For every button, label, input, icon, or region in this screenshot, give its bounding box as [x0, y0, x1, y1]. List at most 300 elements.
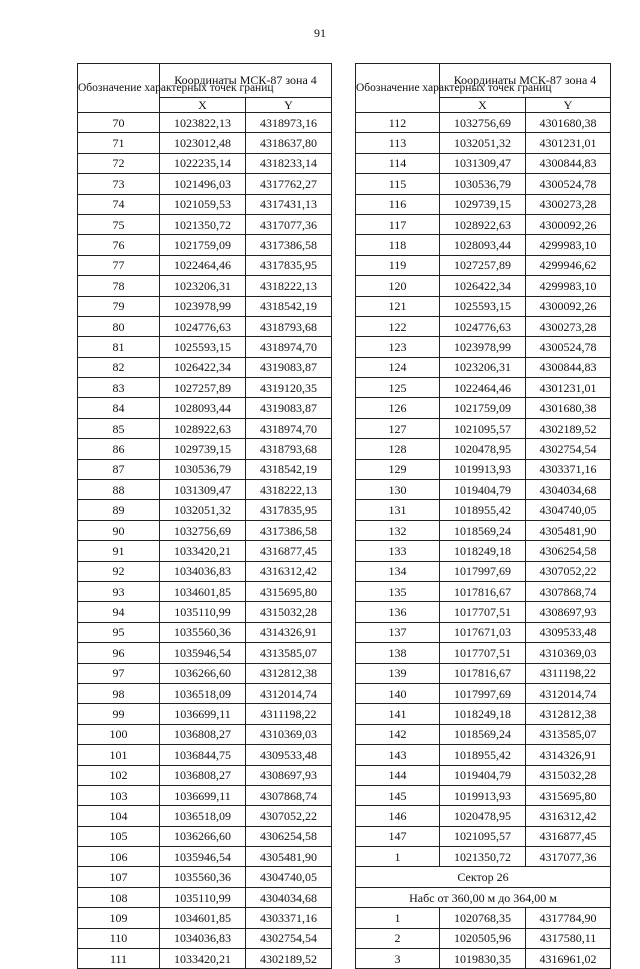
point-number-cell: 135: [356, 581, 440, 601]
y-coordinate-cell: 4302754,54: [526, 439, 611, 459]
y-coordinate-cell: 4312014,74: [526, 683, 611, 703]
point-number-cell: 113: [356, 133, 440, 153]
x-coordinate-cell: 1019404,79: [440, 480, 526, 500]
y-coordinate-cell: 4303371,16: [526, 459, 611, 479]
table-row: [78, 887, 332, 907]
x-coordinate-cell: 1034601,85: [160, 908, 246, 928]
table-row: [356, 194, 611, 214]
table-row: [78, 235, 332, 255]
point-number-cell: 114: [356, 153, 440, 173]
x-coordinate-cell: 1024776,63: [440, 316, 526, 336]
x-coordinate-cell: 1022464,46: [440, 378, 526, 398]
point-number-cell: 70: [78, 113, 160, 133]
x-coordinate-cell: 1034601,85: [160, 581, 246, 601]
x-coordinate-cell: 1017707,51: [440, 643, 526, 663]
x-coordinate-cell: 1018569,24: [440, 520, 526, 540]
table-row: [356, 745, 611, 765]
y-coordinate-cell: 4311198,22: [526, 663, 611, 683]
table-row: [356, 908, 611, 928]
y-coordinate-cell: 4317835,95: [246, 255, 332, 275]
y-coordinate-cell: 4318222,13: [246, 276, 332, 296]
table-row: [356, 174, 611, 194]
y-coordinate-cell: 4318542,19: [246, 296, 332, 316]
point-number-cell: 76: [78, 235, 160, 255]
y-coordinate-cell: 4317580,11: [526, 928, 611, 948]
table-row: [356, 133, 611, 153]
table-row: [78, 704, 332, 724]
point-number-cell: 118: [356, 235, 440, 255]
table-row: [356, 235, 611, 255]
y-coordinate-cell: 4317784,90: [526, 908, 611, 928]
y-coordinate-cell: 4319083,87: [246, 357, 332, 377]
point-number-cell: 98: [78, 683, 160, 703]
table-row: [78, 581, 332, 601]
point-number-cell: 1: [356, 847, 440, 867]
x-coordinate-cell: 1028093,44: [440, 235, 526, 255]
x-coordinate-cell: 1036699,11: [160, 704, 246, 724]
coordinates-table-left: [77, 63, 332, 969]
x-coordinate-cell: 1022464,46: [160, 255, 246, 275]
y-coordinate-cell: 4317762,27: [246, 174, 332, 194]
sector-block: [356, 867, 611, 908]
x-coordinate-cell: 1036808,27: [160, 765, 246, 785]
table-row: [356, 683, 611, 703]
point-number-cell: 136: [356, 602, 440, 622]
y-coordinate-cell: 4307868,74: [526, 581, 611, 601]
x-coordinate-cell: 1019830,35: [440, 949, 526, 969]
table-row: [78, 480, 332, 500]
table-row: [78, 378, 332, 398]
x-coordinate-cell: 1020478,95: [440, 806, 526, 826]
point-number-cell: 119: [356, 255, 440, 275]
y-coordinate-cell: 4317386,58: [246, 235, 332, 255]
point-number-cell: 2: [356, 928, 440, 948]
point-number-cell: 107: [78, 867, 160, 887]
x-coordinate-cell: 1018955,42: [440, 500, 526, 520]
point-number-cell: 139: [356, 663, 440, 683]
y-coordinate-cell: 4300844,83: [526, 357, 611, 377]
table-row: [78, 439, 332, 459]
y-coordinate-cell: 4318222,13: [246, 480, 332, 500]
point-number-cell: 77: [78, 255, 160, 275]
x-coordinate-cell: 1018955,42: [440, 745, 526, 765]
point-number-cell: 85: [78, 418, 160, 438]
point-number-cell: 126: [356, 398, 440, 418]
x-coordinate-cell: 1019913,93: [440, 459, 526, 479]
coordinates-table-right: [355, 63, 611, 969]
y-coordinate-cell: 4306254,58: [246, 826, 332, 846]
point-number-cell: 100: [78, 724, 160, 744]
table-row: [356, 480, 611, 500]
left-table-body: [78, 113, 332, 969]
y-coordinate-cell: 4311198,22: [246, 704, 332, 724]
x-coordinate-cell: 1025593,15: [440, 296, 526, 316]
point-number-cell: 93: [78, 581, 160, 601]
y-coordinate-cell: 4299983,10: [526, 276, 611, 296]
point-number-cell: 134: [356, 561, 440, 581]
table-row: [356, 439, 611, 459]
y-coordinate-cell: 4314326,91: [526, 745, 611, 765]
x-coordinate-cell: 1030536,79: [440, 174, 526, 194]
coords-system-header: Координаты МСК-87 зона 4: [440, 64, 611, 98]
y-coordinate-cell: 4316312,42: [246, 561, 332, 581]
x-coordinate-cell: 1021759,09: [160, 235, 246, 255]
table-row: [78, 908, 332, 928]
y-coordinate-cell: 4317386,58: [246, 520, 332, 540]
table-row: [356, 785, 611, 805]
x-coordinate-cell: 1022235,14: [160, 153, 246, 173]
table-row: [78, 113, 332, 133]
x-coordinate-cell: 1035946,54: [160, 643, 246, 663]
table-row: [78, 276, 332, 296]
point-number-cell: 110: [78, 928, 160, 948]
x-coordinate-cell: 1020478,95: [440, 439, 526, 459]
y-coordinate-cell: 4317077,36: [526, 847, 611, 867]
y-coordinate-cell: 4316961,02: [526, 949, 611, 969]
table-row: [356, 418, 611, 438]
table-row: [356, 806, 611, 826]
x-coordinate-cell: 1036844,75: [160, 745, 246, 765]
point-number-cell: 102: [78, 765, 160, 785]
point-number-cell: 86: [78, 439, 160, 459]
table-row: [356, 949, 611, 969]
table-row: [356, 765, 611, 785]
table-row: [78, 459, 332, 479]
point-number-cell: 146: [356, 806, 440, 826]
y-coordinate-cell: 4318637,80: [246, 133, 332, 153]
nabs-range-label: Набс от 360,00 м до 364,00 м: [356, 887, 611, 907]
y-coordinate-cell: 4300273,28: [526, 316, 611, 336]
y-coordinate-cell: 4305481,90: [246, 847, 332, 867]
y-coordinate-cell: 4316312,42: [526, 806, 611, 826]
x-coordinate-cell: 1020505,96: [440, 928, 526, 948]
x-coordinate-cell: 1032051,32: [160, 500, 246, 520]
table-row: [356, 316, 611, 336]
point-number-cell: 117: [356, 214, 440, 234]
table-row: [356, 378, 611, 398]
table-row: [78, 133, 332, 153]
point-number-cell: 79: [78, 296, 160, 316]
y-coordinate-cell: 4315695,80: [526, 785, 611, 805]
x-coordinate-cell: 1031309,47: [440, 153, 526, 173]
x-coordinate-cell: 1021496,03: [160, 174, 246, 194]
x-coordinate-cell: 1021350,72: [440, 847, 526, 867]
point-number-cell: 145: [356, 785, 440, 805]
point-number-cell: 90: [78, 520, 160, 540]
y-coordinate-cell: 4315032,28: [526, 765, 611, 785]
x-coordinate-cell: 1017816,67: [440, 581, 526, 601]
table-row: [356, 663, 611, 683]
y-coordinate-cell: 4306254,58: [526, 541, 611, 561]
point-label-header: Обозначение характерных точек границ: [78, 64, 160, 113]
table-row: [356, 643, 611, 663]
point-number-cell: 131: [356, 500, 440, 520]
x-coordinate-cell: 1021059,53: [160, 194, 246, 214]
x-coordinate-cell: 1035110,99: [160, 887, 246, 907]
x-coordinate-cell: 1021095,57: [440, 826, 526, 846]
point-number-cell: 143: [356, 745, 440, 765]
x-coordinate-cell: 1019404,79: [440, 765, 526, 785]
y-coordinate-cell: 4318542,19: [246, 459, 332, 479]
x-coordinate-cell: 1033420,21: [160, 541, 246, 561]
y-column-header: Y: [246, 98, 332, 113]
y-coordinate-cell: 4308697,93: [246, 765, 332, 785]
point-number-cell: 91: [78, 541, 160, 561]
y-coordinate-cell: 4312812,38: [246, 663, 332, 683]
x-column-header: X: [440, 98, 526, 113]
y-coordinate-cell: 4300524,78: [526, 337, 611, 357]
y-coordinate-cell: 4307052,22: [526, 561, 611, 581]
x-coordinate-cell: 1029739,15: [160, 439, 246, 459]
table-row: [356, 704, 611, 724]
table-row: [78, 520, 332, 540]
table-row: [356, 826, 611, 846]
right-table-body: [356, 113, 611, 867]
x-coordinate-cell: 1017707,51: [440, 602, 526, 622]
table-row: [78, 643, 332, 663]
x-coordinate-cell: 1036699,11: [160, 785, 246, 805]
point-number-cell: 122: [356, 316, 440, 336]
point-number-cell: 87: [78, 459, 160, 479]
y-coordinate-cell: 4318973,16: [246, 113, 332, 133]
table-row: [356, 276, 611, 296]
x-coordinate-cell: 1017997,69: [440, 561, 526, 581]
coords-system-header: Координаты МСК-87 зона 4: [160, 64, 332, 98]
table-row: [78, 255, 332, 275]
y-coordinate-cell: 4318793,68: [246, 439, 332, 459]
x-coordinate-cell: 1019913,93: [440, 785, 526, 805]
point-number-cell: 84: [78, 398, 160, 418]
x-coordinate-cell: 1028093,44: [160, 398, 246, 418]
y-coordinate-cell: 4307868,74: [246, 785, 332, 805]
point-number-cell: 120: [356, 276, 440, 296]
x-coordinate-cell: 1018249,18: [440, 541, 526, 561]
point-number-cell: 83: [78, 378, 160, 398]
point-number-cell: 137: [356, 622, 440, 642]
point-number-cell: 121: [356, 296, 440, 316]
table-row: [356, 113, 611, 133]
point-number-cell: 73: [78, 174, 160, 194]
point-number-cell: 81: [78, 337, 160, 357]
point-number-cell: 109: [78, 908, 160, 928]
point-number-cell: 101: [78, 745, 160, 765]
x-coordinate-cell: 1036518,09: [160, 683, 246, 703]
x-coordinate-cell: 1026422,34: [440, 276, 526, 296]
y-coordinate-cell: 4302189,52: [246, 949, 332, 969]
y-coordinate-cell: 4302189,52: [526, 418, 611, 438]
y-coordinate-cell: 4313585,07: [246, 643, 332, 663]
x-coordinate-cell: 1027257,89: [440, 255, 526, 275]
point-number-cell: 95: [78, 622, 160, 642]
table-row: [78, 561, 332, 581]
point-number-cell: 71: [78, 133, 160, 153]
x-coordinate-cell: 1028922,63: [440, 214, 526, 234]
table-row: [78, 316, 332, 336]
x-coordinate-cell: 1021350,72: [160, 214, 246, 234]
table-row: [78, 214, 332, 234]
table-row: [356, 602, 611, 622]
table-row: [356, 520, 611, 540]
point-number-cell: 112: [356, 113, 440, 133]
x-coordinate-cell: 1023206,31: [160, 276, 246, 296]
x-coordinate-cell: 1023206,31: [440, 357, 526, 377]
x-coordinate-cell: 1020768,35: [440, 908, 526, 928]
table-row: [78, 847, 332, 867]
table-row: [78, 418, 332, 438]
point-number-cell: 96: [78, 643, 160, 663]
point-number-cell: 133: [356, 541, 440, 561]
point-number-cell: 130: [356, 480, 440, 500]
point-number-cell: 78: [78, 276, 160, 296]
y-coordinate-cell: 4310369,03: [526, 643, 611, 663]
point-number-cell: 75: [78, 214, 160, 234]
x-coordinate-cell: 1036518,09: [160, 806, 246, 826]
y-coordinate-cell: 4318974,70: [246, 337, 332, 357]
y-coordinate-cell: 4301680,38: [526, 113, 611, 133]
point-number-cell: 105: [78, 826, 160, 846]
table-row: [356, 500, 611, 520]
x-coordinate-cell: 1035560,36: [160, 622, 246, 642]
table-row: [78, 398, 332, 418]
table-row: [78, 296, 332, 316]
point-label-header: Обозначение характерных точек границ: [356, 64, 440, 113]
x-coordinate-cell: 1018569,24: [440, 724, 526, 744]
table-row: [78, 765, 332, 785]
y-coordinate-cell: 4312812,38: [526, 704, 611, 724]
x-coordinate-cell: 1032051,32: [440, 133, 526, 153]
y-coordinate-cell: 4316877,45: [246, 541, 332, 561]
y-coordinate-cell: 4309533,48: [246, 745, 332, 765]
table-row: [356, 622, 611, 642]
x-coordinate-cell: 1033420,21: [160, 949, 246, 969]
x-coordinate-cell: 1030536,79: [160, 459, 246, 479]
y-coordinate-cell: 4313585,07: [526, 724, 611, 744]
point-number-cell: 147: [356, 826, 440, 846]
table-row: [78, 541, 332, 561]
y-coordinate-cell: 4312014,74: [246, 683, 332, 703]
x-coordinate-cell: 1023978,99: [440, 337, 526, 357]
point-number-cell: 108: [78, 887, 160, 907]
y-coordinate-cell: 4302754,54: [246, 928, 332, 948]
y-coordinate-cell: 4304034,68: [246, 887, 332, 907]
x-coordinate-cell: 1018249,18: [440, 704, 526, 724]
table-row: [78, 602, 332, 622]
point-number-cell: 106: [78, 847, 160, 867]
point-number-cell: 3: [356, 949, 440, 969]
x-coordinate-cell: 1021095,57: [440, 418, 526, 438]
x-coordinate-cell: 1017816,67: [440, 663, 526, 683]
table-row: [356, 153, 611, 173]
table-row: [356, 459, 611, 479]
x-coordinate-cell: 1031309,47: [160, 480, 246, 500]
x-coordinate-cell: 1027257,89: [160, 378, 246, 398]
x-coordinate-cell: 1035560,36: [160, 867, 246, 887]
y-coordinate-cell: 4318793,68: [246, 316, 332, 336]
x-coordinate-cell: 1023012,48: [160, 133, 246, 153]
table-row: [356, 337, 611, 357]
point-number-cell: 125: [356, 378, 440, 398]
point-number-cell: 82: [78, 357, 160, 377]
point-number-cell: 142: [356, 724, 440, 744]
y-coordinate-cell: 4315695,80: [246, 581, 332, 601]
y-coordinate-cell: 4301231,01: [526, 378, 611, 398]
table-row: [78, 867, 332, 887]
point-number-cell: 141: [356, 704, 440, 724]
y-coordinate-cell: 4304740,05: [246, 867, 332, 887]
x-coordinate-cell: 1017997,69: [440, 683, 526, 703]
y-coordinate-cell: 4317431,13: [246, 194, 332, 214]
point-number-cell: 1: [356, 908, 440, 928]
y-coordinate-cell: 4300092,26: [526, 214, 611, 234]
point-number-cell: 99: [78, 704, 160, 724]
x-coordinate-cell: 1034036,83: [160, 928, 246, 948]
y-coordinate-cell: 4308697,93: [526, 602, 611, 622]
x-coordinate-cell: 1036808,27: [160, 724, 246, 744]
point-number-cell: 97: [78, 663, 160, 683]
table-row: [78, 357, 332, 377]
x-coordinate-cell: 1021759,09: [440, 398, 526, 418]
point-number-cell: 92: [78, 561, 160, 581]
y-coordinate-cell: 4315032,28: [246, 602, 332, 622]
sector-table-body: [356, 908, 611, 969]
x-coordinate-cell: 1036266,60: [160, 826, 246, 846]
table-row: [356, 724, 611, 744]
point-number-cell: 127: [356, 418, 440, 438]
table-row: [78, 174, 332, 194]
x-coordinate-cell: 1035110,99: [160, 602, 246, 622]
y-coordinate-cell: 4317077,36: [246, 214, 332, 234]
table-row: [78, 928, 332, 948]
y-coordinate-cell: 4303371,16: [246, 908, 332, 928]
point-number-cell: 103: [78, 785, 160, 805]
point-number-cell: 80: [78, 316, 160, 336]
x-coordinate-cell: 1026422,34: [160, 357, 246, 377]
point-number-cell: 138: [356, 643, 440, 663]
y-coordinate-cell: 4300092,26: [526, 296, 611, 316]
table-row: [78, 745, 332, 765]
table-row: [78, 153, 332, 173]
y-coordinate-cell: 4309533,48: [526, 622, 611, 642]
point-number-cell: 116: [356, 194, 440, 214]
table-row: [78, 724, 332, 744]
y-coordinate-cell: 4319120,35: [246, 378, 332, 398]
y-coordinate-cell: 4316877,45: [526, 826, 611, 846]
y-coordinate-cell: 4301680,38: [526, 398, 611, 418]
x-coordinate-cell: 1029739,15: [440, 194, 526, 214]
table-row: [78, 826, 332, 846]
y-coordinate-cell: 4319083,87: [246, 398, 332, 418]
x-coordinate-cell: 1017671,03: [440, 622, 526, 642]
y-coordinate-cell: 4300844,83: [526, 153, 611, 173]
table-row: [356, 561, 611, 581]
point-number-cell: 115: [356, 174, 440, 194]
point-number-cell: 72: [78, 153, 160, 173]
y-coordinate-cell: 4304740,05: [526, 500, 611, 520]
table-row: [356, 398, 611, 418]
y-coordinate-cell: 4310369,03: [246, 724, 332, 744]
point-number-cell: 123: [356, 337, 440, 357]
table-row: [356, 581, 611, 601]
x-coordinate-cell: 1023822,13: [160, 113, 246, 133]
y-coordinate-cell: 4299946,62: [526, 255, 611, 275]
y-coordinate-cell: 4305481,90: [526, 520, 611, 540]
x-column-header: X: [160, 98, 246, 113]
y-coordinate-cell: 4300273,28: [526, 194, 611, 214]
point-number-cell: 104: [78, 806, 160, 826]
point-number-cell: 124: [356, 357, 440, 377]
table-row: [78, 500, 332, 520]
y-coordinate-cell: 4318974,70: [246, 418, 332, 438]
